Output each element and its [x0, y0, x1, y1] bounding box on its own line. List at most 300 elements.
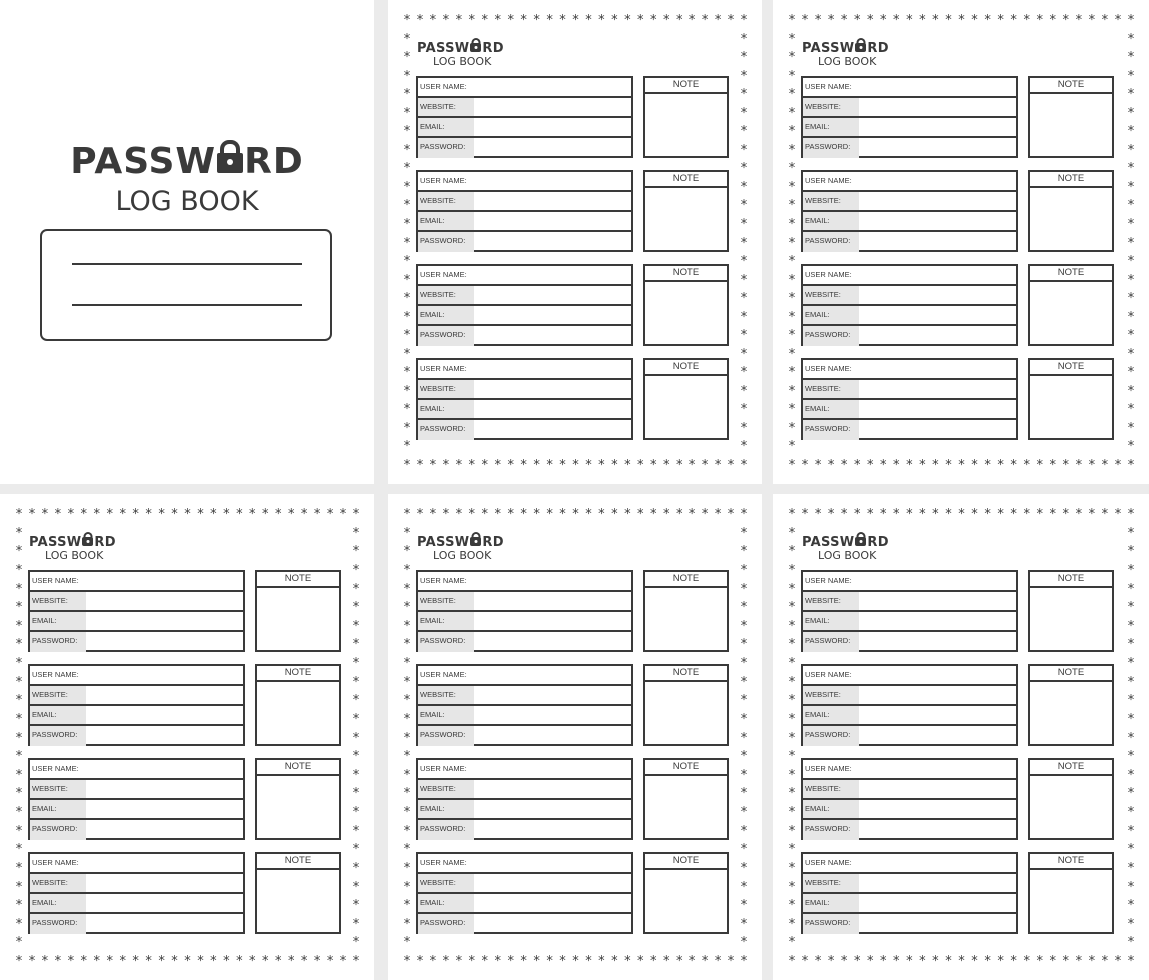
border-star-icon: * [352, 805, 360, 820]
border-star-icon: * [416, 458, 424, 473]
entry-field-row[interactable] [418, 854, 631, 874]
entry-field-label: EMAIL: [803, 894, 859, 912]
entry-field-row[interactable] [803, 380, 1016, 400]
entry-field-row[interactable] [418, 572, 631, 592]
note-label: NOTE [1030, 78, 1112, 94]
entry-field-row[interactable] [418, 306, 631, 326]
entry-field-row[interactable] [803, 874, 1016, 894]
border-star-icon: * [403, 420, 411, 436]
border-star-icon: * [840, 954, 848, 969]
border-star-icon: * [1127, 786, 1135, 802]
entry-field-row[interactable] [803, 632, 1016, 652]
border-star-icon: * [403, 235, 411, 251]
border-star-icon: * [1127, 68, 1135, 84]
border-star-icon: * [403, 805, 411, 820]
border-star-icon: * [840, 458, 848, 473]
note-box[interactable] [255, 664, 341, 746]
entry-field-row[interactable] [418, 232, 631, 252]
border-star-icon: * [827, 13, 835, 28]
border-star-icon: * [15, 637, 23, 653]
border-star-icon: * [15, 544, 23, 560]
border-star-icon: * [740, 656, 748, 671]
border-star-icon: * [352, 544, 360, 560]
border-star-icon: * [352, 600, 360, 616]
border-star-icon: * [788, 916, 796, 932]
border-star-icon: * [403, 693, 411, 709]
border-star-icon: * [611, 458, 618, 473]
note-box[interactable] [1028, 570, 1114, 652]
entry-field-row[interactable] [30, 914, 243, 934]
border-star-icon: * [403, 291, 411, 307]
border-star-icon: * [262, 507, 269, 522]
entry-field-row[interactable] [30, 854, 243, 874]
entry-field-row[interactable] [418, 266, 631, 286]
border-star-icon: * [403, 618, 411, 634]
border-star-icon: * [403, 346, 411, 362]
entry-field-row[interactable] [803, 686, 1016, 706]
border-star-icon: * [788, 31, 796, 47]
note-box[interactable] [643, 76, 729, 158]
entry-field-row[interactable] [418, 632, 631, 652]
border-star-icon: * [15, 767, 23, 783]
border-star-icon: * [1049, 13, 1057, 28]
border-star-icon: * [740, 600, 748, 616]
border-star-icon: * [1010, 954, 1017, 969]
border-star-icon: * [106, 507, 113, 522]
login-entry [416, 570, 633, 652]
entry-field-row[interactable] [418, 760, 631, 780]
entry-field-row[interactable] [803, 760, 1016, 780]
border-star-icon: * [598, 13, 605, 28]
border-star-icon: * [416, 507, 424, 522]
note-box[interactable] [643, 852, 729, 934]
border-star-icon: * [468, 507, 476, 522]
border-star-icon: * [788, 13, 796, 28]
entry-field-row[interactable] [418, 360, 631, 380]
border-star-icon: * [662, 507, 670, 522]
border-star-icon: * [740, 235, 748, 251]
entry-field-label: USER NAME: [420, 670, 467, 679]
entry-field-label: WEBSITE: [418, 686, 474, 704]
border-star-icon: * [572, 954, 579, 969]
entry-field-row[interactable] [30, 592, 243, 612]
border-star-icon: * [1036, 507, 1043, 522]
border-star-icon: * [971, 13, 978, 28]
log-title [417, 38, 504, 56]
border-star-icon: * [893, 507, 900, 522]
border-star-icon: * [352, 730, 360, 746]
border-star-icon: * [1075, 507, 1083, 522]
border-star-icon: * [403, 916, 411, 932]
border-star-icon: * [1127, 618, 1135, 634]
entry-field-row[interactable] [418, 780, 631, 800]
note-label: NOTE [1030, 172, 1112, 188]
entry-field-label: PASSWORD: [803, 726, 859, 746]
border-star-icon: * [15, 916, 23, 932]
entry-field-row[interactable] [30, 874, 243, 894]
border-star-icon: * [585, 458, 592, 473]
note-box[interactable] [255, 852, 341, 934]
entry-field-label: EMAIL: [803, 306, 859, 324]
border-star-icon: * [1036, 13, 1043, 28]
border-star-icon: * [1036, 458, 1043, 473]
entry-field-row[interactable] [30, 726, 243, 746]
entry-field-label: EMAIL: [418, 400, 474, 418]
entry-field-row[interactable] [418, 172, 631, 192]
entry-field-row[interactable] [30, 632, 243, 652]
border-star-icon: * [1127, 693, 1135, 709]
border-star-icon: * [740, 198, 748, 214]
entry-field-label: EMAIL: [418, 118, 474, 136]
border-star-icon: * [15, 674, 23, 690]
border-star-icon: * [1062, 458, 1070, 473]
note-label: NOTE [645, 572, 727, 588]
border-star-icon: * [158, 507, 165, 522]
border-star-icon: * [906, 458, 913, 473]
entry-field-row[interactable] [418, 118, 631, 138]
border-star-icon: * [352, 860, 360, 876]
border-star-icon: * [15, 656, 23, 671]
log-title-right: RD [482, 535, 504, 550]
entry-field-row[interactable] [418, 98, 631, 118]
note-box[interactable] [643, 758, 729, 840]
cover-title [0, 140, 374, 182]
border-star-icon: * [236, 507, 243, 522]
entry-field-row[interactable] [803, 572, 1016, 592]
padlock-icon [855, 38, 866, 52]
border-star-icon: * [714, 507, 722, 522]
border-star-icon: * [1127, 309, 1135, 325]
border-star-icon: * [403, 544, 411, 560]
note-box[interactable] [643, 358, 729, 440]
border-star-icon: * [585, 507, 592, 522]
login-entry [28, 852, 245, 934]
login-entry [28, 570, 245, 652]
border-star-icon: * [1127, 31, 1135, 47]
border-star-icon: * [919, 458, 926, 473]
border-star-icon: * [171, 954, 178, 969]
padlock-icon [470, 38, 481, 52]
border-star-icon: * [701, 507, 709, 522]
entry-field-row[interactable] [803, 800, 1016, 820]
note-box[interactable] [1028, 264, 1114, 346]
border-star-icon: * [546, 13, 553, 28]
border-star-icon: * [997, 458, 1004, 473]
border-star-icon: * [41, 507, 49, 522]
entry-field-row[interactable] [803, 420, 1016, 440]
border-star-icon: * [788, 254, 796, 270]
border-star-icon: * [637, 13, 644, 28]
entry-field-row[interactable] [803, 192, 1016, 212]
border-star-icon: * [403, 13, 411, 28]
border-star-icon: * [1127, 420, 1135, 436]
note-label: NOTE [645, 666, 727, 682]
entry-field-row[interactable] [418, 212, 631, 232]
note-box[interactable] [1028, 170, 1114, 252]
entry-field-row[interactable] [418, 612, 631, 632]
entry-field-label: WEBSITE: [803, 780, 859, 798]
border-star-icon: * [15, 749, 23, 765]
entry-field-row[interactable] [803, 78, 1016, 98]
border-star-icon: * [1127, 860, 1135, 876]
entry-field-row[interactable] [30, 780, 243, 800]
entry-field-row[interactable] [418, 420, 631, 440]
entry-field-row[interactable] [803, 780, 1016, 800]
entry-field-row[interactable] [30, 820, 243, 840]
border-star-icon: * [740, 749, 748, 765]
entry-field-label: WEBSITE: [803, 380, 859, 398]
entry-field-label: WEBSITE: [803, 686, 859, 704]
note-box[interactable] [255, 570, 341, 652]
border-star-icon: * [184, 507, 191, 522]
entry-field-row[interactable] [418, 592, 631, 612]
border-star-icon: * [740, 365, 748, 381]
border-star-icon: * [15, 600, 23, 616]
border-star-icon: * [788, 68, 796, 84]
entry-field-row[interactable] [803, 666, 1016, 686]
border-star-icon: * [814, 507, 822, 522]
border-star-icon: * [403, 730, 411, 746]
border-star-icon: * [814, 458, 822, 473]
border-star-icon: * [906, 507, 913, 522]
border-star-icon: * [688, 954, 696, 969]
border-star-icon: * [533, 458, 540, 473]
border-star-icon: * [958, 954, 965, 969]
border-star-icon: * [352, 525, 360, 541]
border-star-icon: * [403, 823, 411, 839]
name-box[interactable] [40, 229, 332, 341]
entry-field-row[interactable] [30, 572, 243, 592]
border-star-icon: * [1127, 179, 1135, 195]
entry-field-label: PASSWORD: [418, 632, 474, 652]
entry-field-row[interactable] [30, 760, 243, 780]
entry-field-row[interactable] [803, 232, 1016, 252]
entry-field-label: EMAIL: [803, 800, 859, 818]
entry-field-row[interactable] [803, 894, 1016, 914]
entry-field-row[interactable] [418, 286, 631, 306]
entry-field-row[interactable] [803, 400, 1016, 420]
entry-field-label: PASSWORD: [803, 820, 859, 840]
login-entry [801, 664, 1018, 746]
border-star-icon: * [1127, 600, 1135, 616]
entry-field-row[interactable] [30, 894, 243, 914]
border-star-icon: * [1127, 458, 1135, 473]
entry-field-row[interactable] [803, 212, 1016, 232]
entry-field-label: WEBSITE: [803, 192, 859, 210]
entry-field-label: WEBSITE: [418, 286, 474, 304]
entry-field-row[interactable] [418, 400, 631, 420]
entry-field-row[interactable] [30, 666, 243, 686]
border-star-icon: * [650, 507, 657, 522]
entry-field-row[interactable] [803, 726, 1016, 746]
border-star-icon: * [906, 954, 913, 969]
entry-field-label: USER NAME: [420, 858, 467, 867]
entry-field-row[interactable] [30, 686, 243, 706]
padlock-icon [82, 532, 93, 546]
note-box[interactable] [643, 264, 729, 346]
note-box[interactable] [1028, 76, 1114, 158]
border-star-icon: * [197, 507, 204, 522]
entry-field-row[interactable] [803, 326, 1016, 346]
border-star-icon: * [339, 954, 347, 969]
entry-field-row[interactable] [418, 874, 631, 894]
border-star-icon: * [80, 954, 88, 969]
border-star-icon: * [403, 954, 411, 969]
entry-field-row[interactable] [418, 686, 631, 706]
entry-field-row[interactable] [418, 380, 631, 400]
border-star-icon: * [740, 50, 748, 66]
entry-field-label: WEBSITE: [418, 874, 474, 892]
border-star-icon: * [429, 458, 437, 473]
entry-field-row[interactable] [803, 306, 1016, 326]
entry-field-label: EMAIL: [418, 306, 474, 324]
border-star-icon: * [352, 562, 360, 578]
border-star-icon: * [403, 142, 411, 158]
border-star-icon: * [919, 507, 926, 522]
border-star-icon: * [1127, 235, 1135, 251]
entry-field-row[interactable] [418, 914, 631, 934]
border-star-icon: * [455, 507, 463, 522]
border-star-icon: * [945, 458, 952, 473]
cover-title-right: RD [244, 141, 304, 182]
entry-field-row[interactable] [803, 98, 1016, 118]
entry-field-row[interactable] [418, 706, 631, 726]
border-star-icon: * [788, 105, 796, 121]
border-star-icon: * [945, 13, 952, 28]
border-star-icon: * [880, 507, 887, 522]
border-star-icon: * [788, 767, 796, 783]
border-star-icon: * [403, 50, 411, 66]
entry-field-label: USER NAME: [32, 670, 79, 679]
border-star-icon: * [740, 898, 748, 914]
border-star-icon: * [1114, 458, 1122, 473]
entry-field-row[interactable] [803, 592, 1016, 612]
border-star-icon: * [740, 254, 748, 270]
border-star-icon: * [494, 13, 501, 28]
border-star-icon: * [236, 954, 243, 969]
note-box[interactable] [255, 758, 341, 840]
border-star-icon: * [572, 13, 579, 28]
entry-field-row[interactable] [418, 326, 631, 346]
entry-field-row[interactable] [803, 172, 1016, 192]
entry-field-row[interactable] [30, 612, 243, 632]
entry-field-row[interactable] [418, 138, 631, 158]
entry-field-row[interactable] [803, 820, 1016, 840]
note-box[interactable] [643, 170, 729, 252]
entry-field-row[interactable] [418, 726, 631, 746]
note-box[interactable] [1028, 758, 1114, 840]
border-star-icon: * [788, 842, 796, 858]
border-star-icon: * [507, 13, 514, 28]
entry-field-row[interactable] [418, 192, 631, 212]
log-title [417, 532, 504, 550]
border-star-icon: * [352, 916, 360, 932]
border-star-icon: * [714, 458, 722, 473]
border-star-icon: * [1127, 767, 1135, 783]
entry-field-row[interactable] [418, 800, 631, 820]
log-subtitle: LOG BOOK [818, 549, 877, 562]
border-star-icon: * [468, 458, 476, 473]
login-entry [416, 664, 633, 746]
log-page [388, 0, 762, 484]
border-star-icon: * [1127, 328, 1135, 344]
log-page [0, 494, 374, 980]
border-star-icon: * [853, 507, 861, 522]
entry-field-row[interactable] [418, 78, 631, 98]
login-entry [416, 264, 633, 346]
entry-field-row[interactable] [30, 706, 243, 726]
login-entry [801, 852, 1018, 934]
border-star-icon: * [339, 507, 347, 522]
border-star-icon: * [997, 13, 1004, 28]
entry-field-row[interactable] [803, 360, 1016, 380]
cover-subtitle: LOG BOOK [115, 186, 259, 217]
entry-field-row[interactable] [803, 854, 1016, 874]
border-star-icon: * [1127, 402, 1135, 418]
border-star-icon: * [788, 216, 796, 232]
border-star-icon: * [788, 693, 796, 709]
entry-field-label: WEBSITE: [418, 592, 474, 610]
entry-field-row[interactable] [803, 612, 1016, 632]
border-star-icon: * [507, 954, 514, 969]
border-star-icon: * [688, 458, 696, 473]
border-star-icon: * [15, 842, 23, 858]
entry-field-row[interactable] [803, 118, 1016, 138]
note-label: NOTE [1030, 854, 1112, 870]
note-box[interactable] [643, 570, 729, 652]
border-star-icon: * [740, 879, 748, 895]
entry-field-row[interactable] [803, 286, 1016, 306]
border-star-icon: * [740, 179, 748, 195]
border-star-icon: * [41, 954, 49, 969]
entry-field-row[interactable] [803, 266, 1016, 286]
border-star-icon: * [1127, 544, 1135, 560]
entry-field-row[interactable] [803, 706, 1016, 726]
entry-field-row[interactable] [418, 894, 631, 914]
border-star-icon: * [1127, 562, 1135, 578]
note-box[interactable] [643, 664, 729, 746]
entry-field-row[interactable] [803, 138, 1016, 158]
border-star-icon: * [788, 439, 796, 455]
border-star-icon: * [15, 693, 23, 709]
entry-field-row[interactable] [418, 666, 631, 686]
entry-field-row[interactable] [30, 800, 243, 820]
border-star-icon: * [714, 954, 722, 969]
border-star-icon: * [1049, 458, 1057, 473]
entry-field-row[interactable] [803, 914, 1016, 934]
note-label: NOTE [1030, 666, 1112, 682]
note-box[interactable] [1028, 358, 1114, 440]
border-star-icon: * [740, 916, 748, 932]
border-star-icon: * [1127, 254, 1135, 270]
note-label: NOTE [257, 666, 339, 682]
border-star-icon: * [801, 954, 809, 969]
border-star-icon: * [1023, 13, 1030, 28]
entry-field-label: USER NAME: [420, 364, 467, 373]
entry-field-row[interactable] [418, 820, 631, 840]
border-star-icon: * [403, 309, 411, 325]
border-star-icon: * [788, 730, 796, 746]
border-star-icon: * [197, 954, 204, 969]
entry-field-label: USER NAME: [805, 576, 852, 585]
border-star-icon: * [1114, 13, 1122, 28]
entry-field-label: USER NAME: [805, 82, 852, 91]
border-star-icon: * [740, 272, 748, 288]
note-box[interactable] [1028, 852, 1114, 934]
note-box[interactable] [1028, 664, 1114, 746]
border-star-icon: * [1114, 954, 1122, 969]
border-star-icon: * [481, 954, 489, 969]
